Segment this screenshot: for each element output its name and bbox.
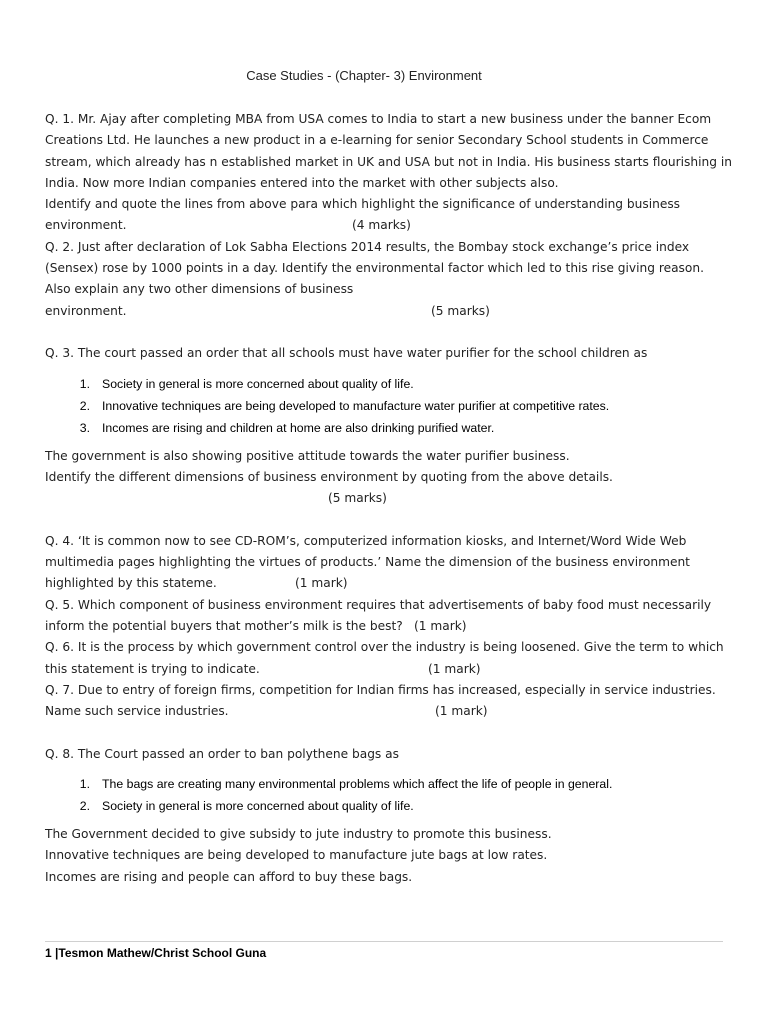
q6-last-text: this statement is trying to indicate.: [45, 661, 260, 676]
q1-last-text: environment.: [45, 218, 127, 233]
question-1: [45, 109, 735, 237]
q8-intro: Q. 8. The Court passed an order to ban polythene bags as: [45, 746, 399, 761]
q1-marks: (4 marks): [352, 218, 411, 233]
q7-line: Q. 7. Due to entry of foreign firms, competition for Indian firms has increased, especially in service industries.: [45, 682, 716, 697]
q8-list: [45, 773, 735, 817]
q3-marks: (5 marks): [328, 491, 387, 506]
q1-line: Creations Ltd. He launches a new product in a e-learning for senior Secondary School students in Commerce: [45, 133, 709, 148]
q8-after-line: The Government decided to give subsidy to jute industry to promote this business.: [45, 827, 552, 842]
q4-last-text: highlighted by this stateme.: [45, 576, 217, 591]
q6-last-line: [45, 659, 735, 680]
page-footer: [45, 941, 723, 963]
q5-marks: (1 mark): [414, 618, 467, 633]
question-8: [45, 744, 735, 888]
footer-text: Tesmon Mathew/Christ School Guna: [58, 946, 267, 960]
page-title: Case Studies - (Chapter- 3) Environment: [246, 68, 482, 83]
q2-line: (Sensex) rose by 1000 points in a day. Identify the environmental factor which led to this rise giving reason.: [45, 261, 704, 276]
q8-after-line: Innovative techniques are being developed to manufacture jute bags at low rates.: [45, 848, 548, 863]
q2-line: Q. 2. Just after declaration of Lok Sabha Elections 2014 results, the Bombay stock exchange’s price index: [45, 239, 690, 254]
page-number: 1: [45, 946, 52, 960]
q4-line: Q. 4. ‘It is common now to see CD-ROM’s, computerized information kiosks, and Internet/Word Wide Web: [45, 533, 687, 548]
q3-after-line: The government is also showing positive attitude towards the water purifier business.: [45, 448, 570, 463]
q3-list: [45, 373, 735, 439]
q2-line: Also explain any two other dimensions of business: [45, 282, 354, 297]
question-4: [45, 531, 735, 595]
q5-line: Q. 5. Which component of business environment requires that advertisements of baby food must necessarily: [45, 597, 712, 612]
q1-line: India. Now more Indian companies entered into the market with other subjects also.: [45, 175, 559, 190]
q2-last-line: [45, 301, 735, 322]
q1-last-line: [45, 215, 735, 236]
list-item: 2. Society in general is more concerned about quality of life.: [79, 799, 414, 814]
q7-last-text: Name such service industries.: [45, 704, 229, 719]
q3-after-line: Identify the different dimensions of business environment by quoting from the above details.: [45, 469, 613, 484]
q3-marks-line: [45, 488, 735, 509]
q4-marks: (1 mark): [295, 576, 348, 591]
question-2: [45, 237, 735, 322]
q8-after-line: Incomes are rising and people can afford to buy these bags.: [45, 869, 413, 884]
question-3: [45, 343, 735, 509]
q7-marks: (1 mark): [435, 704, 488, 719]
q5-last-line: [45, 616, 735, 637]
footer-separator: |: [55, 946, 59, 960]
q3-intro: Q. 3. The court passed an order that all schools must have water purifier for the school children as: [45, 346, 648, 361]
q4-last-line: [45, 573, 735, 594]
q1-line: Identify and quote the lines from above para which highlight the significance of understanding business: [45, 197, 681, 212]
q1-line: Q. 1. Mr. Ajay after completing MBA from USA comes to India to start a new business under the banner Ecom: [45, 112, 712, 126]
q7-last-line: [45, 701, 735, 722]
document-body: [45, 109, 735, 888]
question-7: [45, 680, 735, 723]
question-6: [45, 637, 735, 680]
list-item: 1. Society in general is more concerned about quality of life.: [79, 376, 414, 391]
q2-marks: (5 marks): [431, 303, 490, 318]
q6-marks: (1 mark): [428, 661, 481, 676]
q2-last-text: environment.: [45, 303, 127, 318]
list-item: 2. Innovative techniques are being developed to manufacture water purifier at competitive rates.: [79, 398, 610, 413]
q5-last-text: inform the potential buyers that mother’s milk is the best?: [45, 618, 403, 633]
q6-line: Q. 6. It is the process by which government control over the industry is being loosened. Give the term to which: [45, 640, 724, 655]
list-item: 1. The bags are creating many environmental problems which affect the life of people in general.: [79, 777, 613, 792]
q4-line: multimedia pages highlighting the virtues of products.’ Name the dimension of the business environment: [45, 555, 690, 570]
q1-line: stream, which already has n established market in UK and USA but not in India. His business starts flourishing in: [45, 154, 732, 169]
list-item: 3. Incomes are rising and children at home are also drinking purified water.: [79, 420, 495, 435]
question-5: [45, 595, 735, 638]
